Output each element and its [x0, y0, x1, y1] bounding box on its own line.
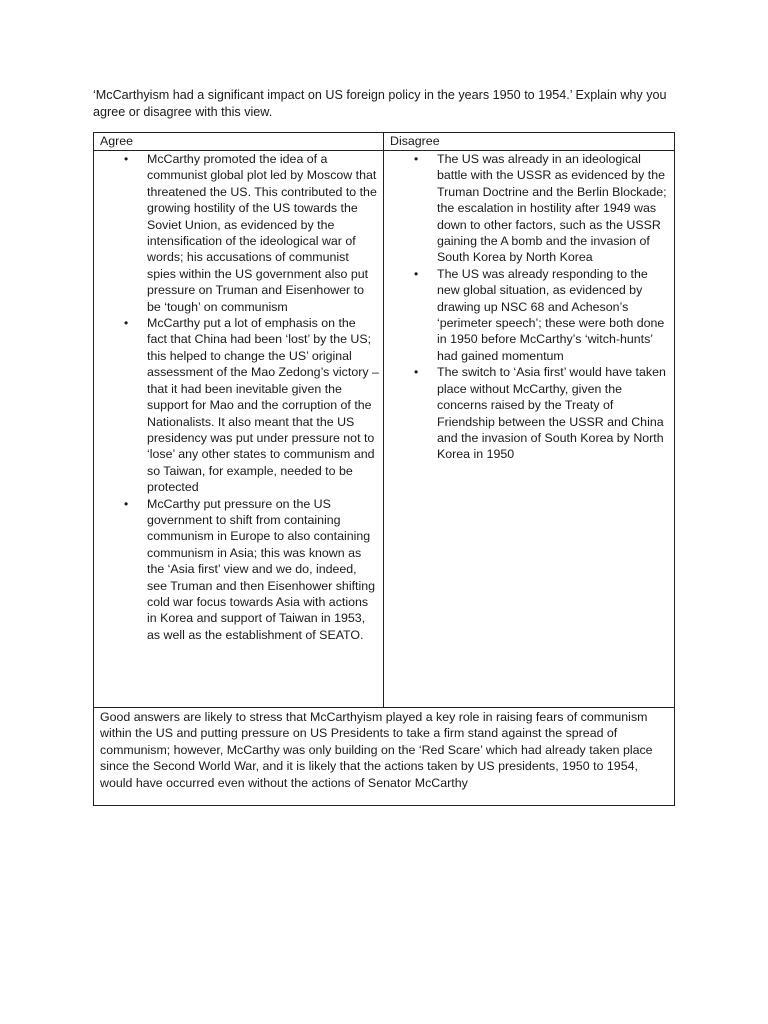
bullet-icon: •	[414, 266, 419, 281]
bullet-icon: •	[414, 152, 419, 166]
disagree-point	[384, 266, 674, 364]
disagree-point	[384, 151, 674, 266]
agree-header: Agree	[94, 133, 384, 151]
agree-point	[94, 151, 383, 315]
agree-disagree-table	[93, 132, 675, 806]
bullet-icon: •	[124, 316, 129, 331]
agree-point	[94, 315, 383, 495]
disagree-point-text: The US was already responding to the new global situation, as evidenced by drawing up NSC 68 and Acheson’s ‘perimeter speech’; these were both done in 1950 before McCarthy’s ‘witch-hunts’ had gained momentum	[437, 266, 665, 363]
points-row	[94, 151, 675, 708]
conclusion-text: Good answers are likely to stress that McCarthyism played a key role in raising fears of communism within the US and putting pressure on US Presidents to take a firm stand against the spread of communism; however, McCarthy was only building on the ‘Red Scare’ which had already taken place since the Second World War, and it is likely that the actions taken by US presidents, 1950 to 1954, would have occurred even without the actions of Senator McCarthy	[94, 708, 675, 806]
header-row	[94, 133, 675, 151]
bullet-icon: •	[124, 152, 129, 166]
disagree-point	[384, 364, 674, 462]
disagree-point-text: The switch to ‘Asia first’ would have taken place without McCarthy, given the concerns raised by the Treaty of Friendship between the USSR and China and the invasion of South Korea by North Korea in 1950	[437, 365, 666, 462]
question-text: ‘McCarthyism had a significant impact on US foreign policy in the years 1950 to 1954.’ Explain why you agree or disagree with this view.	[93, 88, 667, 119]
agree-point-text: McCarthy promoted the idea of a communist global plot led by Moscow that threatened the US. This contributed to the growing hostility of the US towards the Soviet Union, as evidenced by the intensification of the ideological war of words; his accusations of communist spies within the US government also put pressure on Truman and Eisenhower to be ‘tough’ on communism	[147, 152, 377, 314]
conclusion-row	[94, 708, 675, 806]
agree-list	[94, 151, 383, 643]
disagree-point-text: The US was already in an ideological battle with the USSR as evidenced by the Truman Doctrine and the Berlin Blockade; the escalation in hostility after 1949 was down to other factors, such as the USSR gaining the A bomb and the invasion of South Korea by North Korea	[437, 152, 667, 265]
disagree-cell	[384, 151, 675, 708]
bullet-icon: •	[414, 365, 419, 380]
agree-point-text: McCarthy put pressure on the US government to shift from containing communism in Europe to also containing communism in Asia; this was known as the ‘Asia first’ view and we do, indeed, see Truman and then Eisenhower shifting cold war focus towards Asia with actions in Korea and support of Taiwan in 1953, as well as the establishment of SEATO.	[147, 496, 375, 642]
bullet-icon: •	[124, 496, 129, 511]
agree-point-text: McCarthy put a lot of emphasis on the fact that China had been ‘lost’ by the US; this helped to change the US’ original assessment of the Mao Zedong’s victory – that it had been inevitable given the support for Mao and the corruption of the Nationalists. It also meant that the US presidency was put under pressure not to ‘lose’ any other states to communism and so Taiwan, for example, needed to be protected	[147, 316, 379, 495]
agree-cell	[94, 151, 384, 708]
disagree-header: Disagree	[384, 133, 675, 151]
disagree-list	[384, 151, 674, 463]
agree-point	[94, 496, 383, 644]
